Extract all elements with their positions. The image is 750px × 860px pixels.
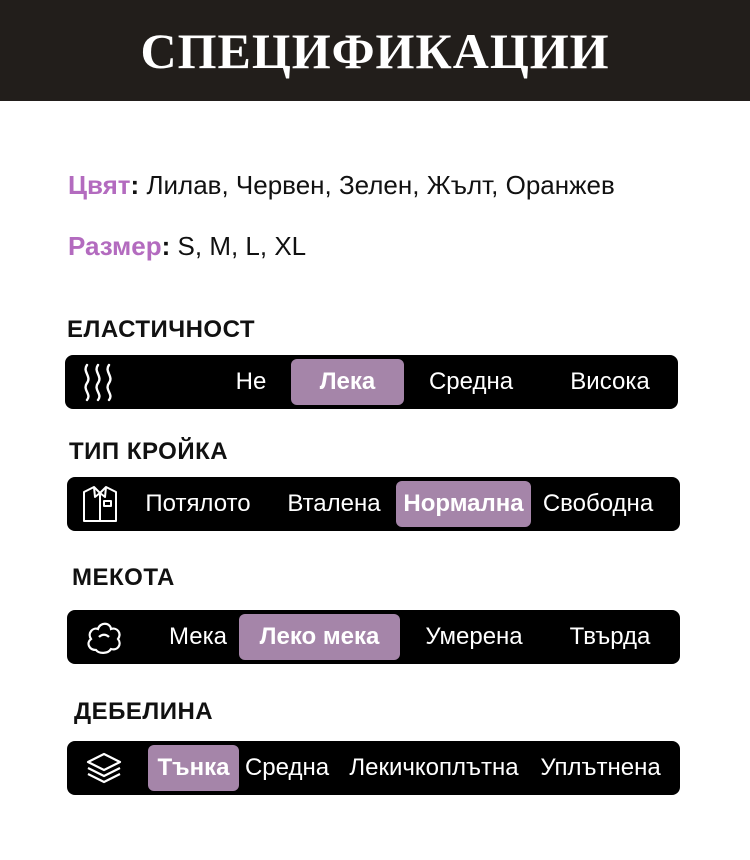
spec-color-line <box>68 170 615 201</box>
elasticity-option-light-selected[interactable]: Лека <box>291 359 404 405</box>
fit-option-fitted[interactable]: Вталена <box>287 490 381 517</box>
section-title-thickness: ДЕБЕЛИНА <box>74 698 214 725</box>
spec-size-colon: : <box>161 231 171 261</box>
elasticity-bar <box>65 355 678 409</box>
fit-option-regular-selected[interactable]: Нормална <box>396 481 531 527</box>
section-title-elasticity: ЕЛАСТИЧНОСТ <box>67 316 255 343</box>
page-title: СПЕЦИФИКАЦИИ <box>140 22 610 79</box>
fit-option-loose[interactable]: Свободна <box>542 490 654 517</box>
section-title-softness: МЕКОТА <box>72 564 175 591</box>
spec-size-line <box>68 231 306 262</box>
stretch-wave-icon <box>80 362 120 402</box>
spec-color-value: Лилав, Червен, Зелен, Жълт, Оранжев <box>139 170 615 200</box>
thickness-option-thin-selected[interactable]: Тънка <box>148 745 239 791</box>
spec-color-key: Цвят <box>68 170 131 200</box>
page-header <box>0 0 750 101</box>
elasticity-option-high[interactable]: Висока <box>570 368 650 395</box>
thickness-option-padded[interactable]: Уплътнена <box>540 754 661 781</box>
thickness-bar <box>67 741 680 795</box>
fit-bar <box>67 477 680 531</box>
elasticity-option-no[interactable]: Не <box>235 368 267 395</box>
thickness-option-medium[interactable]: Средна <box>244 754 330 781</box>
fit-option-bodycon[interactable]: Потялото <box>145 490 251 517</box>
softness-option-firm[interactable]: Твърда <box>569 623 651 650</box>
softness-option-slightly-soft-selected[interactable]: Леко мека <box>239 614 400 660</box>
softness-option-soft[interactable]: Мека <box>169 623 227 650</box>
shirt-icon <box>80 484 120 524</box>
thickness-option-slightly-thick[interactable]: Лекичкоплътна <box>349 754 519 781</box>
elasticity-option-medium[interactable]: Средна <box>428 368 514 395</box>
spec-size-key: Размер <box>68 231 162 261</box>
cloud-icon <box>84 617 124 657</box>
softness-option-moderate[interactable]: Умерена <box>425 623 523 650</box>
spec-color-colon: : <box>130 170 140 200</box>
spec-size-value: S, M, L, XL <box>170 231 307 261</box>
layers-icon <box>84 748 124 788</box>
section-title-fit: ТИП КРОЙКА <box>69 438 229 465</box>
softness-bar <box>67 610 680 664</box>
